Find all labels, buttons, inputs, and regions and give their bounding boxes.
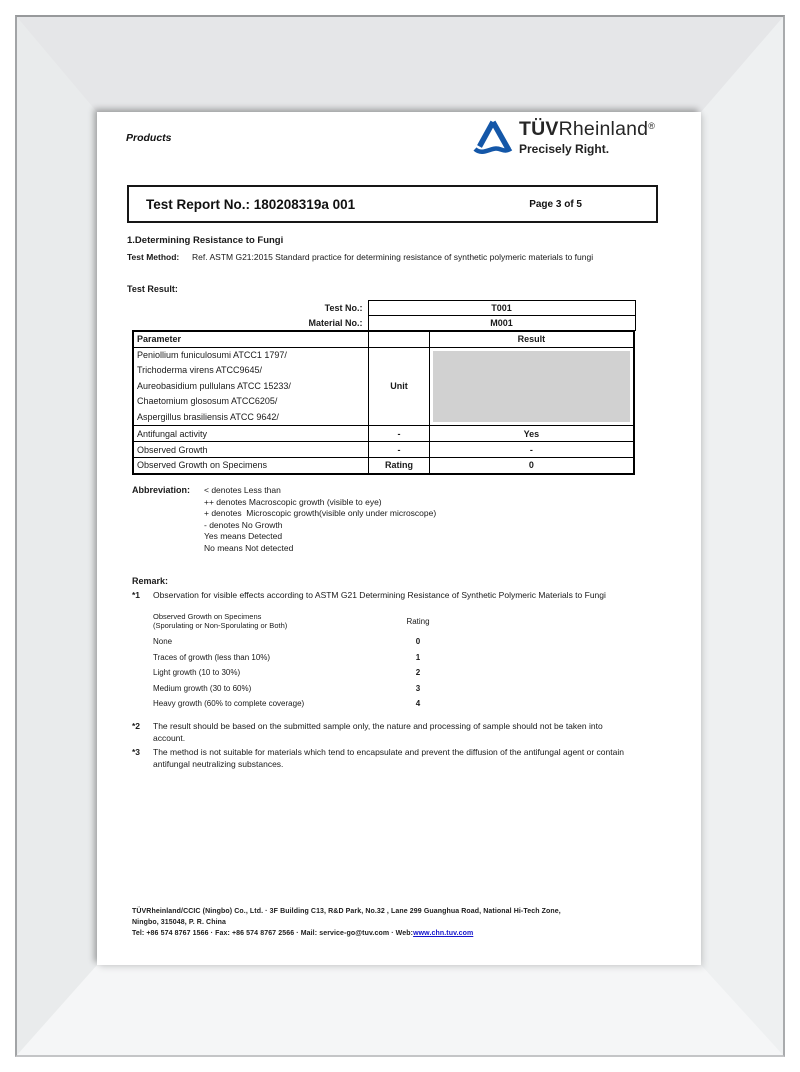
- rating-row: [153, 637, 453, 646]
- abbreviation-item: ++ denotes Macroscopic growth (visible to eye): [204, 496, 382, 507]
- remark-section: [132, 576, 637, 770]
- products-label: Products: [126, 132, 172, 144]
- rating-value: 1: [415, 652, 421, 662]
- remark-item-1: [132, 590, 637, 602]
- footer-address-block: [132, 907, 687, 939]
- abbreviation-list: [204, 485, 436, 555]
- brand-slogan: Precisely Right.: [519, 142, 610, 156]
- logo-text: [519, 118, 655, 156]
- organism-line: Aureobasidium pullulans ATCC 15233/: [137, 380, 291, 391]
- test-no-value: T001: [368, 301, 635, 316]
- rating-header: Rating: [406, 616, 430, 626]
- organism-line: Chaetomium glososum ATCC6205/: [137, 396, 278, 406]
- rating-label: None: [153, 637, 173, 646]
- test-method-row: [127, 252, 644, 264]
- footer-address-line: Ningbo, 315048, P. R. China: [132, 918, 226, 926]
- brand-name: TÜVRheinland®: [519, 118, 656, 140]
- result-cell: -: [429, 442, 634, 458]
- table-row: [132, 301, 635, 316]
- organism-line: Trichoderma virens ATCC9645/: [137, 365, 263, 375]
- result-header-cell: Result: [429, 331, 634, 347]
- rating-label: Light growth (10 to 30%): [153, 668, 241, 677]
- table-row: [133, 458, 634, 474]
- rating-label: Heavy growth (60% to complete coverage): [153, 699, 305, 708]
- remark-item-3: [132, 747, 637, 770]
- report-number: Test Report No.: 180208319a 001: [146, 196, 356, 212]
- footer-web-link[interactable]: www.chn.tuv.com: [413, 929, 474, 937]
- rating-table-header-left: Observed Growth on Specimens (Sporulating or Non-Sporulating or Both): [153, 611, 288, 630]
- parameter-header-cell: Parameter: [133, 331, 369, 347]
- rating-row: [153, 668, 453, 677]
- table-row: [133, 426, 634, 442]
- abbreviation-section: [132, 485, 436, 555]
- tuv-rheinland-logo: [473, 118, 655, 160]
- unit-header-cell: [369, 331, 429, 347]
- growth-rating-table: [153, 612, 453, 709]
- remark-text: The method is not suitable for materials which tend to encapsulate and prevent the diffusion of the antifungal agent or contain antifungal neutralizing substances.: [153, 747, 624, 769]
- rating-value: 3: [415, 683, 421, 693]
- test-method-label: Test Method:: [127, 252, 180, 262]
- unit-cell: -: [369, 442, 429, 458]
- table-row: [133, 442, 634, 458]
- param-cell: Antifungal activity: [133, 426, 369, 442]
- test-result-label: Test Result:: [127, 284, 178, 294]
- rating-table-header: [153, 612, 453, 631]
- test-no-label: Test No.:: [324, 303, 363, 313]
- abbreviation-item: < denotes Less than: [204, 485, 281, 495]
- rating-row: [153, 699, 453, 708]
- result-cell: 0: [429, 458, 634, 474]
- rating-value: 4: [415, 699, 421, 708]
- unit-cell: Rating: [369, 458, 429, 474]
- organism-list: [133, 347, 369, 426]
- organism-line: Peniollium funiculosumi ATCC1 1797/: [137, 349, 287, 360]
- rating-row: [153, 684, 453, 693]
- table-header-row: [133, 331, 634, 347]
- remark-label: Remark:: [132, 576, 169, 586]
- sample-id-table: [132, 300, 636, 331]
- abbreviation-item: - denotes No Growth: [204, 519, 283, 530]
- result-cell: Yes: [429, 426, 634, 442]
- remark-marker: *3: [132, 747, 141, 757]
- rating-value: 2: [415, 668, 421, 677]
- abbreviation-item: Yes means Detected: [204, 531, 283, 542]
- abbreviation-label: Abbreviation:: [132, 485, 191, 495]
- registered-mark: ®: [648, 121, 656, 131]
- material-no-value: M001: [368, 316, 635, 331]
- result-cell: [429, 347, 634, 426]
- report-page: [97, 112, 701, 965]
- abbreviation-item: No means Not detected: [204, 542, 294, 553]
- test-method-value: Ref. ASTM G21:2015 Standard practice for determining resistance of synthetic polymeric materials to fungi: [192, 252, 594, 262]
- remark-text: The result should be based on the submitted sample only, the nature and processing of sample should not be taken into account.: [153, 721, 603, 743]
- remark-text: Observation for visible effects according to ASTM G21 Determining Resistance of Synthetic Polymeric Materials to Fungi: [153, 590, 606, 600]
- rating-row: [153, 653, 453, 662]
- abbreviation-item: + denotes Microscopic growth(visible only under microscope): [204, 508, 437, 519]
- unit-cell: -: [369, 426, 429, 442]
- rating-label: Medium growth (30 to 60%): [153, 683, 252, 693]
- param-cell: Observed Growth: [133, 442, 369, 458]
- unit-cell: Unit: [369, 347, 429, 426]
- remark-item-2: [132, 721, 637, 744]
- results-table: [132, 330, 635, 475]
- organisms-row: [133, 347, 634, 426]
- report-title-bar: [127, 185, 658, 223]
- table-row: [132, 316, 635, 331]
- remark-marker: *2: [132, 721, 141, 731]
- param-cell: Observed Growth on Specimens: [133, 458, 369, 474]
- footer-contact-line: Tel: +86 574 8767 1566 · Fax: +86 574 8767 2566 · Mail: service-go@tuv.com · Web:www.chn.tuv.com: [132, 929, 474, 937]
- rating-label: Traces of growth (less than 10%): [153, 652, 271, 662]
- remark-marker: *1: [132, 590, 141, 600]
- material-no-label: Material No.:: [308, 318, 363, 328]
- page-number: Page 3 of 5: [529, 198, 582, 210]
- tuv-triangle-icon: [473, 118, 513, 160]
- redacted-result-box: [433, 351, 630, 422]
- footer-address-line: TÜVRheinland/CCIC (Ningbo) Co., Ltd. · 3F Building C13, R&D Park, No.32 , Lane 299 Guanghua Road, National Hi-Tech Zone,: [132, 908, 561, 915]
- section-heading: 1.Determining Resistance to Fungi: [127, 235, 284, 246]
- rating-value: 0: [415, 637, 421, 646]
- organism-line: Aspergillus brasiliensis ATCC 9642/: [137, 411, 279, 422]
